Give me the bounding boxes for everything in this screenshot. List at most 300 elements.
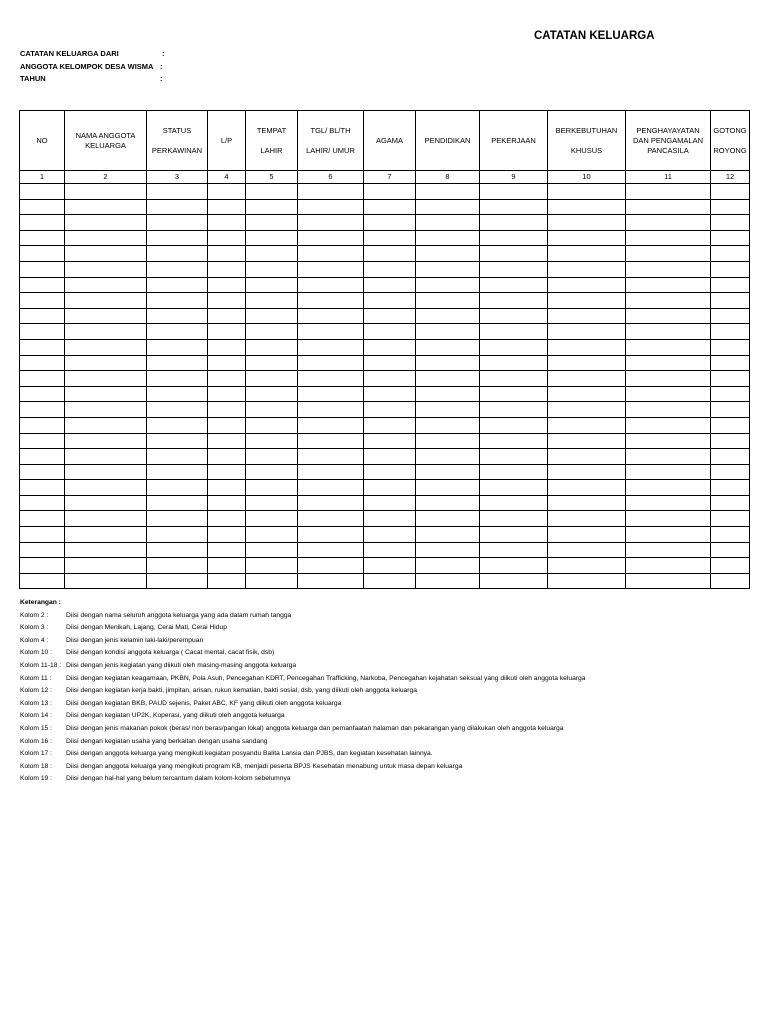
table-cell[interactable] xyxy=(480,371,548,387)
table-cell[interactable] xyxy=(65,230,147,246)
table-cell[interactable] xyxy=(711,495,750,511)
table-cell[interactable] xyxy=(626,277,711,293)
table-cell[interactable] xyxy=(711,558,750,574)
table-cell[interactable] xyxy=(147,449,208,465)
table-cell[interactable] xyxy=(208,293,246,309)
table-cell[interactable] xyxy=(711,480,750,496)
table-cell[interactable] xyxy=(208,433,246,449)
table-cell[interactable] xyxy=(711,371,750,387)
table-cell[interactable] xyxy=(626,355,711,371)
table-cell[interactable] xyxy=(364,527,416,543)
table-cell[interactable] xyxy=(364,480,416,496)
table-cell[interactable] xyxy=(147,386,208,402)
table-cell[interactable] xyxy=(711,324,750,340)
table-cell[interactable] xyxy=(246,339,298,355)
table-cell[interactable] xyxy=(416,308,480,324)
table-cell[interactable] xyxy=(208,355,246,371)
table-cell[interactable] xyxy=(246,417,298,433)
table-cell[interactable] xyxy=(480,215,548,231)
table-cell[interactable] xyxy=(65,511,147,527)
table-cell[interactable] xyxy=(480,324,548,340)
table-cell[interactable] xyxy=(147,558,208,574)
table-cell[interactable] xyxy=(246,371,298,387)
table-cell[interactable] xyxy=(208,230,246,246)
table-cell[interactable] xyxy=(208,511,246,527)
table-cell[interactable] xyxy=(480,246,548,262)
table-cell[interactable] xyxy=(480,230,548,246)
table-cell[interactable] xyxy=(147,464,208,480)
table-cell[interactable] xyxy=(246,199,298,215)
table-cell[interactable] xyxy=(711,230,750,246)
table-cell[interactable] xyxy=(65,417,147,433)
table-cell[interactable] xyxy=(208,339,246,355)
table-cell[interactable] xyxy=(298,293,364,309)
table-cell[interactable] xyxy=(65,495,147,511)
table-cell[interactable] xyxy=(626,495,711,511)
table-cell[interactable] xyxy=(626,339,711,355)
table-cell[interactable] xyxy=(147,433,208,449)
table-cell[interactable] xyxy=(626,558,711,574)
table-cell[interactable] xyxy=(711,261,750,277)
table-cell[interactable] xyxy=(246,573,298,589)
table-cell[interactable] xyxy=(246,246,298,262)
table-cell[interactable] xyxy=(626,261,711,277)
table-cell[interactable] xyxy=(20,308,65,324)
table-cell[interactable] xyxy=(298,246,364,262)
table-cell[interactable] xyxy=(711,277,750,293)
table-cell[interactable] xyxy=(480,402,548,418)
table-cell[interactable] xyxy=(626,573,711,589)
table-cell[interactable] xyxy=(65,371,147,387)
table-cell[interactable] xyxy=(208,573,246,589)
table-cell[interactable] xyxy=(364,324,416,340)
table-cell[interactable] xyxy=(298,433,364,449)
table-cell[interactable] xyxy=(147,495,208,511)
table-cell[interactable] xyxy=(298,215,364,231)
table-cell[interactable] xyxy=(416,261,480,277)
table-cell[interactable] xyxy=(246,308,298,324)
table-cell[interactable] xyxy=(416,464,480,480)
table-cell[interactable] xyxy=(364,511,416,527)
table-cell[interactable] xyxy=(20,433,65,449)
table-cell[interactable] xyxy=(147,215,208,231)
table-cell[interactable] xyxy=(65,386,147,402)
table-cell[interactable] xyxy=(548,433,626,449)
table-cell[interactable] xyxy=(480,386,548,402)
table-cell[interactable] xyxy=(208,417,246,433)
table-cell[interactable] xyxy=(548,558,626,574)
table-cell[interactable] xyxy=(65,573,147,589)
table-cell[interactable] xyxy=(364,573,416,589)
table-cell[interactable] xyxy=(364,386,416,402)
table-cell[interactable] xyxy=(480,511,548,527)
table-cell[interactable] xyxy=(416,386,480,402)
table-cell[interactable] xyxy=(626,542,711,558)
table-cell[interactable] xyxy=(416,199,480,215)
table-cell[interactable] xyxy=(65,261,147,277)
table-cell[interactable] xyxy=(364,495,416,511)
table-cell[interactable] xyxy=(416,417,480,433)
table-cell[interactable] xyxy=(364,293,416,309)
table-cell[interactable] xyxy=(548,417,626,433)
table-cell[interactable] xyxy=(548,277,626,293)
table-cell[interactable] xyxy=(65,402,147,418)
table-cell[interactable] xyxy=(208,371,246,387)
table-cell[interactable] xyxy=(711,511,750,527)
table-cell[interactable] xyxy=(548,542,626,558)
table-cell[interactable] xyxy=(416,527,480,543)
table-cell[interactable] xyxy=(246,449,298,465)
table-cell[interactable] xyxy=(626,402,711,418)
table-cell[interactable] xyxy=(65,293,147,309)
table-cell[interactable] xyxy=(246,558,298,574)
table-cell[interactable] xyxy=(246,433,298,449)
table-cell[interactable] xyxy=(208,261,246,277)
table-cell[interactable] xyxy=(298,495,364,511)
table-cell[interactable] xyxy=(626,417,711,433)
table-cell[interactable] xyxy=(20,261,65,277)
table-cell[interactable] xyxy=(147,324,208,340)
table-cell[interactable] xyxy=(626,199,711,215)
table-cell[interactable] xyxy=(480,573,548,589)
table-cell[interactable] xyxy=(298,277,364,293)
table-cell[interactable] xyxy=(208,184,246,200)
table-cell[interactable] xyxy=(246,542,298,558)
table-cell[interactable] xyxy=(364,261,416,277)
table-cell[interactable] xyxy=(480,308,548,324)
table-cell[interactable] xyxy=(298,449,364,465)
table-cell[interactable] xyxy=(246,184,298,200)
table-cell[interactable] xyxy=(711,246,750,262)
table-cell[interactable] xyxy=(208,215,246,231)
table-cell[interactable] xyxy=(626,324,711,340)
table-cell[interactable] xyxy=(147,199,208,215)
table-cell[interactable] xyxy=(65,542,147,558)
table-cell[interactable] xyxy=(364,230,416,246)
table-cell[interactable] xyxy=(711,386,750,402)
table-cell[interactable] xyxy=(298,308,364,324)
table-cell[interactable] xyxy=(711,449,750,465)
table-cell[interactable] xyxy=(626,308,711,324)
table-cell[interactable] xyxy=(548,480,626,496)
table-cell[interactable] xyxy=(298,558,364,574)
table-cell[interactable] xyxy=(480,339,548,355)
table-cell[interactable] xyxy=(65,339,147,355)
table-cell[interactable] xyxy=(711,573,750,589)
table-cell[interactable] xyxy=(20,573,65,589)
table-cell[interactable] xyxy=(147,339,208,355)
table-cell[interactable] xyxy=(364,558,416,574)
table-cell[interactable] xyxy=(20,215,65,231)
table-cell[interactable] xyxy=(147,293,208,309)
table-cell[interactable] xyxy=(626,246,711,262)
table-cell[interactable] xyxy=(416,511,480,527)
table-cell[interactable] xyxy=(416,293,480,309)
table-cell[interactable] xyxy=(246,480,298,496)
table-cell[interactable] xyxy=(298,339,364,355)
table-cell[interactable] xyxy=(20,558,65,574)
table-cell[interactable] xyxy=(65,558,147,574)
table-cell[interactable] xyxy=(298,417,364,433)
table-cell[interactable] xyxy=(246,386,298,402)
table-cell[interactable] xyxy=(711,417,750,433)
table-cell[interactable] xyxy=(364,355,416,371)
table-cell[interactable] xyxy=(711,542,750,558)
table-cell[interactable] xyxy=(626,433,711,449)
table-cell[interactable] xyxy=(711,215,750,231)
table-cell[interactable] xyxy=(548,184,626,200)
table-cell[interactable] xyxy=(20,402,65,418)
table-cell[interactable] xyxy=(480,184,548,200)
table-cell[interactable] xyxy=(65,480,147,496)
table-cell[interactable] xyxy=(65,527,147,543)
table-cell[interactable] xyxy=(298,324,364,340)
table-cell[interactable] xyxy=(416,402,480,418)
table-cell[interactable] xyxy=(298,230,364,246)
table-cell[interactable] xyxy=(548,215,626,231)
table-cell[interactable] xyxy=(147,542,208,558)
table-cell[interactable] xyxy=(208,542,246,558)
table-cell[interactable] xyxy=(364,464,416,480)
table-cell[interactable] xyxy=(626,449,711,465)
table-cell[interactable] xyxy=(480,542,548,558)
table-cell[interactable] xyxy=(626,293,711,309)
table-cell[interactable] xyxy=(298,511,364,527)
table-cell[interactable] xyxy=(65,308,147,324)
table-cell[interactable] xyxy=(246,464,298,480)
table-cell[interactable] xyxy=(711,293,750,309)
table-cell[interactable] xyxy=(20,527,65,543)
table-cell[interactable] xyxy=(20,495,65,511)
table-cell[interactable] xyxy=(548,511,626,527)
table-cell[interactable] xyxy=(626,215,711,231)
table-cell[interactable] xyxy=(246,324,298,340)
table-cell[interactable] xyxy=(364,417,416,433)
table-cell[interactable] xyxy=(416,573,480,589)
table-cell[interactable] xyxy=(364,308,416,324)
table-cell[interactable] xyxy=(626,371,711,387)
table-cell[interactable] xyxy=(20,355,65,371)
table-cell[interactable] xyxy=(298,542,364,558)
table-cell[interactable] xyxy=(480,480,548,496)
table-cell[interactable] xyxy=(65,215,147,231)
table-cell[interactable] xyxy=(416,215,480,231)
table-cell[interactable] xyxy=(364,339,416,355)
table-cell[interactable] xyxy=(364,371,416,387)
table-cell[interactable] xyxy=(416,542,480,558)
table-cell[interactable] xyxy=(480,417,548,433)
table-cell[interactable] xyxy=(208,199,246,215)
table-cell[interactable] xyxy=(480,433,548,449)
table-cell[interactable] xyxy=(711,402,750,418)
table-cell[interactable] xyxy=(548,230,626,246)
table-cell[interactable] xyxy=(548,199,626,215)
table-cell[interactable] xyxy=(20,371,65,387)
table-cell[interactable] xyxy=(711,464,750,480)
table-cell[interactable] xyxy=(480,261,548,277)
table-cell[interactable] xyxy=(20,230,65,246)
table-cell[interactable] xyxy=(548,308,626,324)
table-cell[interactable] xyxy=(20,386,65,402)
table-cell[interactable] xyxy=(65,464,147,480)
table-cell[interactable] xyxy=(147,417,208,433)
table-cell[interactable] xyxy=(147,308,208,324)
table-cell[interactable] xyxy=(626,511,711,527)
table-cell[interactable] xyxy=(548,371,626,387)
table-cell[interactable] xyxy=(20,464,65,480)
table-cell[interactable] xyxy=(65,355,147,371)
table-cell[interactable] xyxy=(364,199,416,215)
table-cell[interactable] xyxy=(298,371,364,387)
table-cell[interactable] xyxy=(416,355,480,371)
table-cell[interactable] xyxy=(548,402,626,418)
table-cell[interactable] xyxy=(246,293,298,309)
table-cell[interactable] xyxy=(298,199,364,215)
table-cell[interactable] xyxy=(65,199,147,215)
table-cell[interactable] xyxy=(711,527,750,543)
table-cell[interactable] xyxy=(246,355,298,371)
table-cell[interactable] xyxy=(626,184,711,200)
table-cell[interactable] xyxy=(364,184,416,200)
table-cell[interactable] xyxy=(626,480,711,496)
table-cell[interactable] xyxy=(711,355,750,371)
table-cell[interactable] xyxy=(208,402,246,418)
table-cell[interactable] xyxy=(20,542,65,558)
table-cell[interactable] xyxy=(298,480,364,496)
table-cell[interactable] xyxy=(298,402,364,418)
table-cell[interactable] xyxy=(298,184,364,200)
table-cell[interactable] xyxy=(480,293,548,309)
table-cell[interactable] xyxy=(364,215,416,231)
table-cell[interactable] xyxy=(246,261,298,277)
table-cell[interactable] xyxy=(298,261,364,277)
table-cell[interactable] xyxy=(548,386,626,402)
table-cell[interactable] xyxy=(298,386,364,402)
table-cell[interactable] xyxy=(147,511,208,527)
table-cell[interactable] xyxy=(246,527,298,543)
table-cell[interactable] xyxy=(65,246,147,262)
table-cell[interactable] xyxy=(416,184,480,200)
table-cell[interactable] xyxy=(548,339,626,355)
table-cell[interactable] xyxy=(65,449,147,465)
table-cell[interactable] xyxy=(65,324,147,340)
table-cell[interactable] xyxy=(20,293,65,309)
table-cell[interactable] xyxy=(208,495,246,511)
table-cell[interactable] xyxy=(246,230,298,246)
table-cell[interactable] xyxy=(208,386,246,402)
table-cell[interactable] xyxy=(416,495,480,511)
table-cell[interactable] xyxy=(626,464,711,480)
table-cell[interactable] xyxy=(20,246,65,262)
table-cell[interactable] xyxy=(416,371,480,387)
table-cell[interactable] xyxy=(711,184,750,200)
table-cell[interactable] xyxy=(208,480,246,496)
table-cell[interactable] xyxy=(416,449,480,465)
table-cell[interactable] xyxy=(416,324,480,340)
table-cell[interactable] xyxy=(20,449,65,465)
table-cell[interactable] xyxy=(416,433,480,449)
table-cell[interactable] xyxy=(298,573,364,589)
table-cell[interactable] xyxy=(480,464,548,480)
table-cell[interactable] xyxy=(480,449,548,465)
table-cell[interactable] xyxy=(246,402,298,418)
table-cell[interactable] xyxy=(711,339,750,355)
table-cell[interactable] xyxy=(147,355,208,371)
table-cell[interactable] xyxy=(246,215,298,231)
table-cell[interactable] xyxy=(208,246,246,262)
table-cell[interactable] xyxy=(416,246,480,262)
table-cell[interactable] xyxy=(548,293,626,309)
table-cell[interactable] xyxy=(20,417,65,433)
table-cell[interactable] xyxy=(416,230,480,246)
table-cell[interactable] xyxy=(20,277,65,293)
table-cell[interactable] xyxy=(298,527,364,543)
table-cell[interactable] xyxy=(147,527,208,543)
table-cell[interactable] xyxy=(480,199,548,215)
table-cell[interactable] xyxy=(298,464,364,480)
table-cell[interactable] xyxy=(208,527,246,543)
table-cell[interactable] xyxy=(208,464,246,480)
table-cell[interactable] xyxy=(298,355,364,371)
table-cell[interactable] xyxy=(548,246,626,262)
table-cell[interactable] xyxy=(416,558,480,574)
table-cell[interactable] xyxy=(548,324,626,340)
table-cell[interactable] xyxy=(208,558,246,574)
table-cell[interactable] xyxy=(20,184,65,200)
table-cell[interactable] xyxy=(416,277,480,293)
table-cell[interactable] xyxy=(147,402,208,418)
table-cell[interactable] xyxy=(416,480,480,496)
table-cell[interactable] xyxy=(147,246,208,262)
table-cell[interactable] xyxy=(626,386,711,402)
table-cell[interactable] xyxy=(548,464,626,480)
table-cell[interactable] xyxy=(246,511,298,527)
table-cell[interactable] xyxy=(480,277,548,293)
table-cell[interactable] xyxy=(548,527,626,543)
table-cell[interactable] xyxy=(548,495,626,511)
table-cell[interactable] xyxy=(364,449,416,465)
table-cell[interactable] xyxy=(548,355,626,371)
table-cell[interactable] xyxy=(416,339,480,355)
table-cell[interactable] xyxy=(626,527,711,543)
table-cell[interactable] xyxy=(20,511,65,527)
table-cell[interactable] xyxy=(246,277,298,293)
table-cell[interactable] xyxy=(147,573,208,589)
table-cell[interactable] xyxy=(65,184,147,200)
table-cell[interactable] xyxy=(147,184,208,200)
table-cell[interactable] xyxy=(147,261,208,277)
table-cell[interactable] xyxy=(208,449,246,465)
table-cell[interactable] xyxy=(208,324,246,340)
table-cell[interactable] xyxy=(364,402,416,418)
table-cell[interactable] xyxy=(626,230,711,246)
table-cell[interactable] xyxy=(65,433,147,449)
table-cell[interactable] xyxy=(548,261,626,277)
table-cell[interactable] xyxy=(246,495,298,511)
table-cell[interactable] xyxy=(548,573,626,589)
table-cell[interactable] xyxy=(20,339,65,355)
table-cell[interactable] xyxy=(208,277,246,293)
table-cell[interactable] xyxy=(480,558,548,574)
table-cell[interactable] xyxy=(480,527,548,543)
table-cell[interactable] xyxy=(711,433,750,449)
table-cell[interactable] xyxy=(147,480,208,496)
table-cell[interactable] xyxy=(480,355,548,371)
table-cell[interactable] xyxy=(711,199,750,215)
table-cell[interactable] xyxy=(480,495,548,511)
table-cell[interactable] xyxy=(65,277,147,293)
table-cell[interactable] xyxy=(208,308,246,324)
